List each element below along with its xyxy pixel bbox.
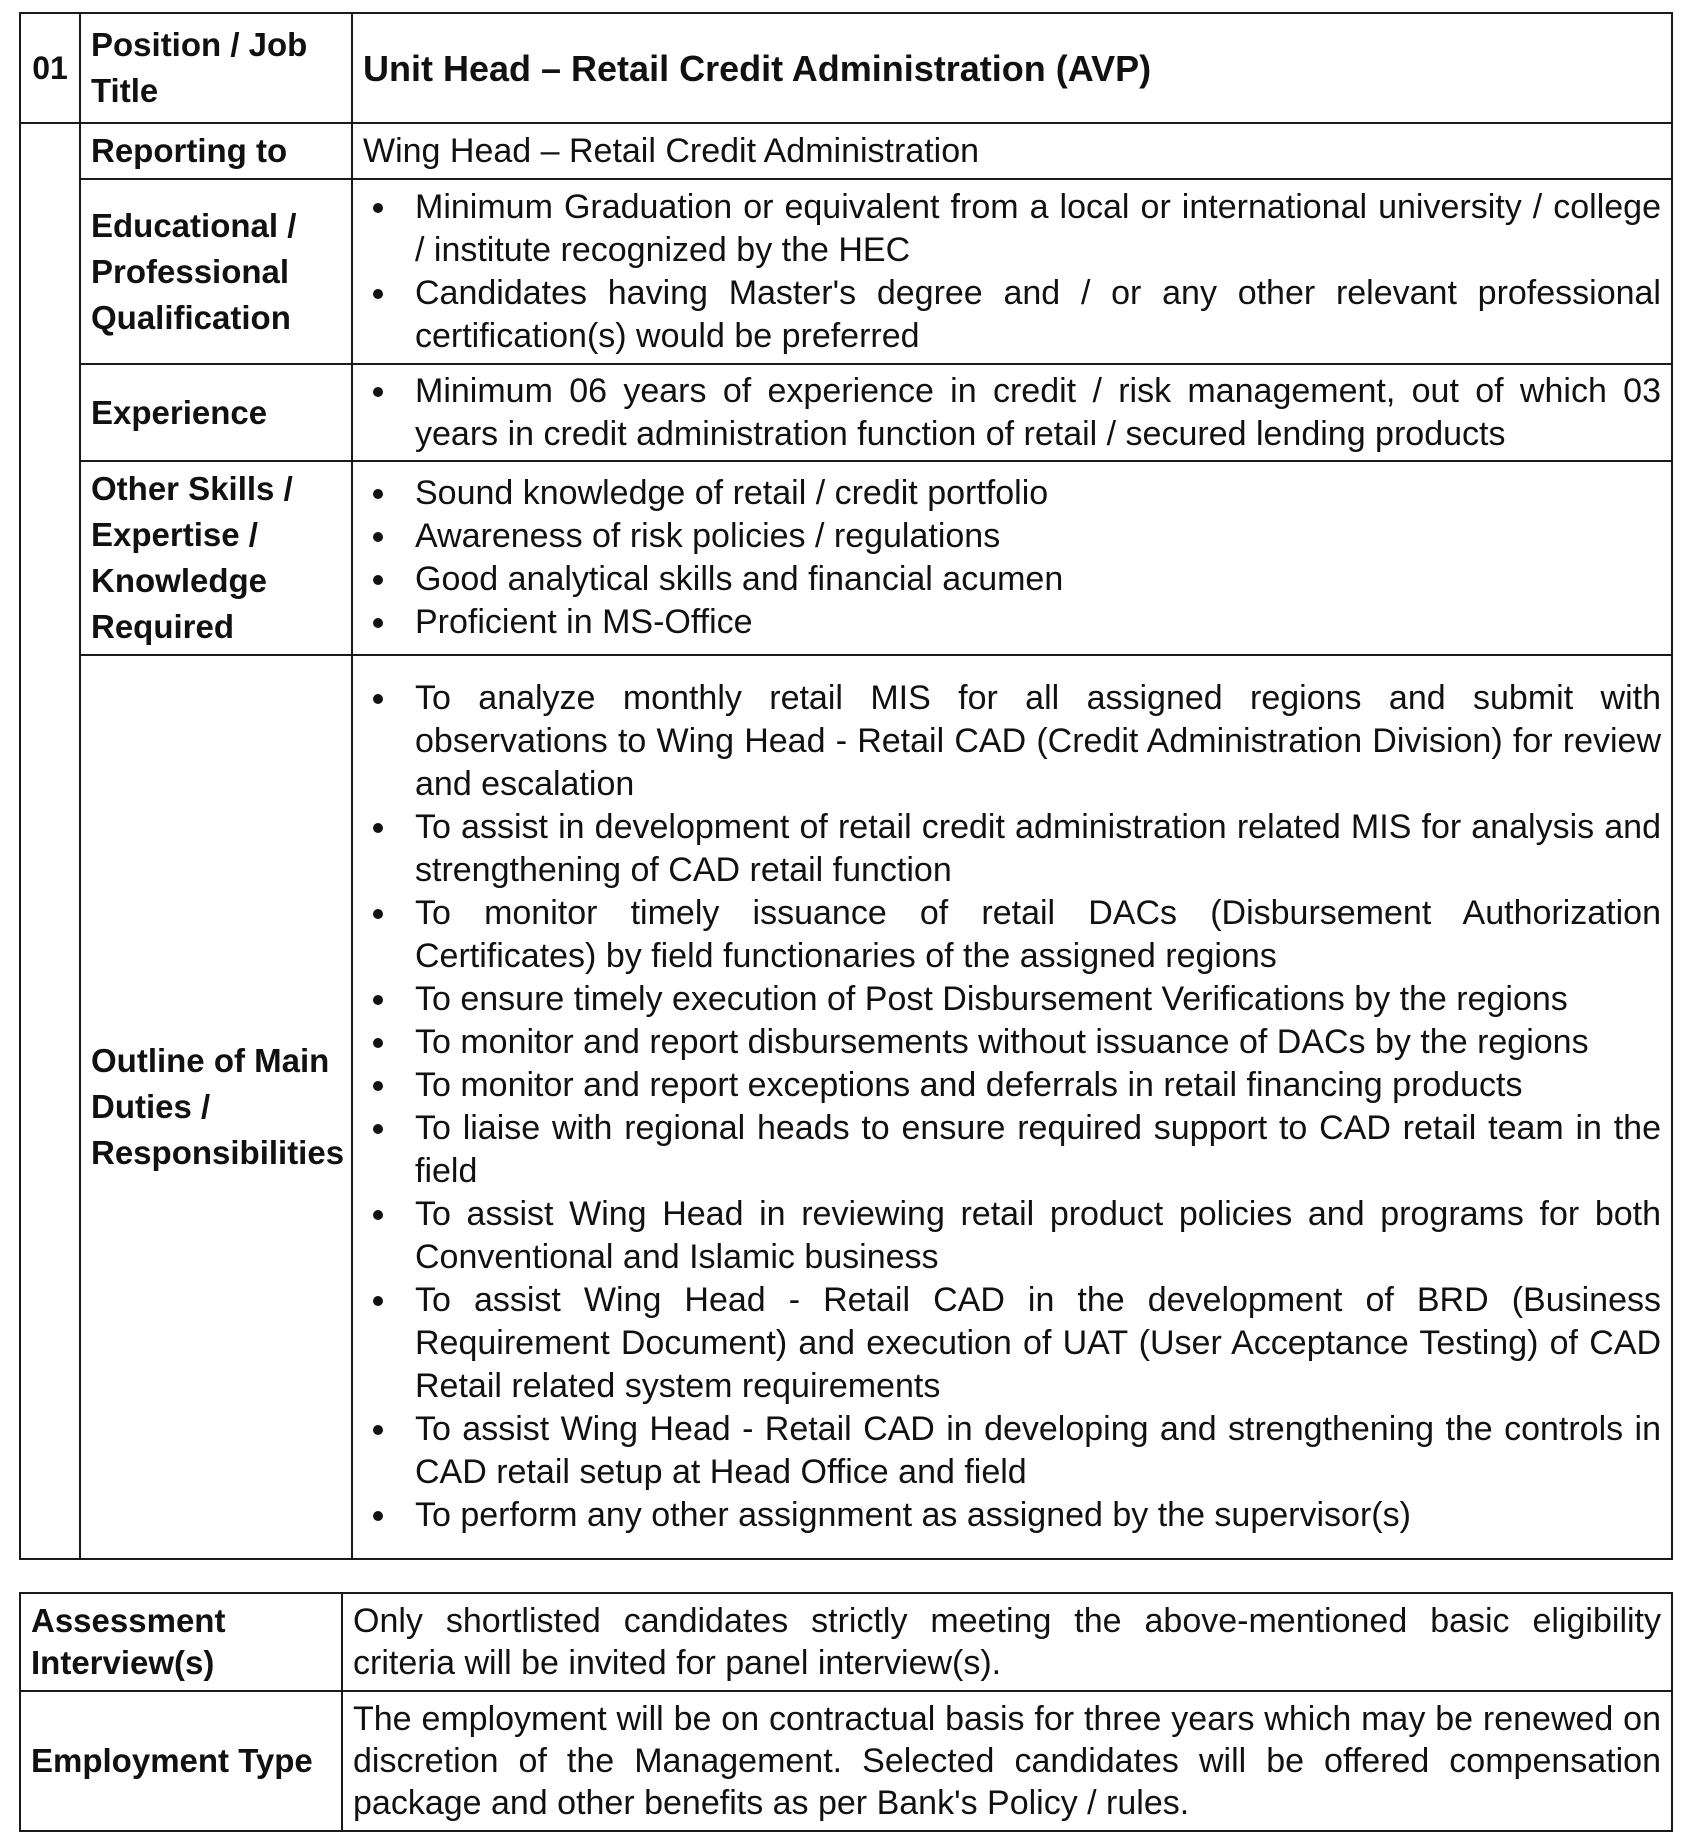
- duties-list: [363, 677, 1661, 1537]
- bullet-item: To analyze monthly retail MIS for all assigned regions and submit with observations to Wing Head - Retail CAD (Credit Administration Division) for review and escalation: [363, 677, 1661, 806]
- bullet-item: To liaise with regional heads to ensure required support to CAD retail team in the field: [363, 1107, 1661, 1193]
- bullet-item: Proficient in MS-Office: [363, 601, 1661, 644]
- skills-cell: [352, 461, 1672, 655]
- experience-row: [20, 364, 1672, 461]
- duties-label: Outline of Main Duties / Responsibilities: [80, 655, 352, 1559]
- reporting-row: [20, 123, 1672, 179]
- bullet-item: To assist Wing Head - Retail CAD in the development of BRD (Business Requirement Document) and execution of UAT (User Acceptance Testing) of CAD Retail related system requirements: [363, 1279, 1661, 1408]
- reporting-value: Wing Head – Retail Credit Administration: [352, 123, 1672, 179]
- bullet-item: To perform any other assignment as assigned by the supervisor(s): [363, 1494, 1661, 1537]
- bullet-item: To ensure timely execution of Post Disbursement Verifications by the regions: [363, 978, 1661, 1021]
- assessment-row: [20, 1593, 1672, 1691]
- bullet-item: Candidates having Master's degree and / or any other relevant professional certification(s) would be preferred: [363, 272, 1661, 358]
- duties-row: [20, 655, 1672, 1559]
- bullet-item: To assist Wing Head in reviewing retail product policies and programs for both Conventional and Islamic business: [363, 1193, 1661, 1279]
- education-list: [363, 186, 1661, 358]
- assessment-label: Assessment Interview(s): [20, 1593, 342, 1691]
- reporting-label: Reporting to: [80, 123, 352, 179]
- experience-list: [363, 370, 1661, 456]
- skills-row: [20, 461, 1672, 655]
- skills-label: Other Skills / Expertise / Knowledge Required: [80, 461, 352, 655]
- number-spacer-cell: [20, 123, 80, 1559]
- bullet-item: To monitor timely issuance of retail DACs (Disbursement Authorization Certificates) by field functionaries of the assigned regions: [363, 892, 1661, 978]
- bullet-item: Awareness of risk policies / regulations: [363, 515, 1661, 558]
- education-row: [20, 179, 1672, 364]
- bullet-item: To assist Wing Head - Retail CAD in developing and strengthening the controls in CAD retail setup at Head Office and field: [363, 1408, 1661, 1494]
- bullet-item: Minimum Graduation or equivalent from a local or international university / college / institute recognized by the HEC: [363, 186, 1661, 272]
- bullet-item: Sound knowledge of retail / credit portfolio: [363, 472, 1661, 515]
- assessment-table: [19, 1592, 1673, 1832]
- position-value: Unit Head – Retail Credit Administration (AVP): [352, 13, 1672, 123]
- bullet-item: To assist in development of retail credit administration related MIS for analysis and strengthening of CAD retail function: [363, 806, 1661, 892]
- education-cell: [352, 179, 1672, 364]
- assessment-value: Only shortlisted candidates strictly meeting the above-mentioned basic eligibility criteria will be invited for panel interview(s).: [342, 1593, 1672, 1691]
- position-label: Position / Job Title: [80, 13, 352, 123]
- bullet-item: Good analytical skills and financial acumen: [363, 558, 1661, 601]
- skills-list: [363, 472, 1661, 644]
- experience-label: Experience: [80, 364, 352, 461]
- employment-value: The employment will be on contractual basis for three years which may be renewed on discretion of the Management. Selected candidates will be offered compensation package and other benefits as per Bank's Policy / rules.: [342, 1691, 1672, 1831]
- bullet-item: To monitor and report exceptions and deferrals in retail financing products: [363, 1064, 1661, 1107]
- position-row: [20, 13, 1672, 123]
- bullet-item: To monitor and report disbursements without issuance of DACs by the regions: [363, 1021, 1661, 1064]
- employment-row: [20, 1691, 1672, 1831]
- duties-cell: [352, 655, 1672, 1559]
- experience-cell: [352, 364, 1672, 461]
- bullet-item: Minimum 06 years of experience in credit / risk management, out of which 03 years in credit administration function of retail / secured lending products: [363, 370, 1661, 456]
- education-label: Educational / Professional Qualification: [80, 179, 352, 364]
- employment-label: Employment Type: [20, 1691, 342, 1831]
- job-description-table: [19, 12, 1673, 1560]
- job-number: 01: [20, 13, 80, 123]
